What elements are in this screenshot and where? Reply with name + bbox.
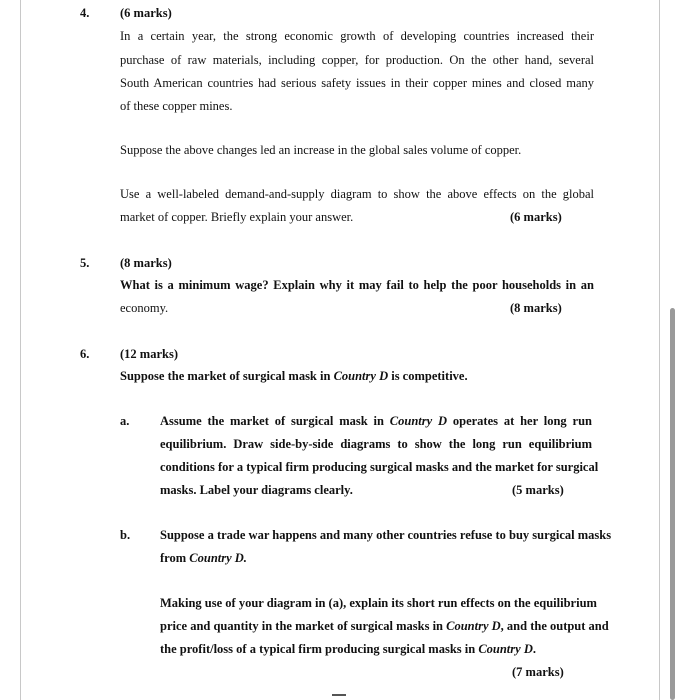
question-text-line: market of copper. Briefly explain your answer. xyxy=(120,210,354,224)
question-marks: (8 marks) xyxy=(120,256,172,270)
country-name: Country D xyxy=(333,369,389,383)
intro-text: is competitive. xyxy=(388,369,468,383)
subpart-text-line: masks. Label your diagrams clearly. xyxy=(160,483,353,497)
subpart-text-line: conditions for a typical firm producing surgical masks and the market for surgical xyxy=(160,460,599,474)
subpart-text-line xyxy=(160,414,592,429)
subpart-label-b: b. xyxy=(120,528,131,542)
question-number: 5. xyxy=(80,256,90,270)
country-name: Country D xyxy=(478,642,533,656)
question-text-line xyxy=(120,369,468,384)
subpart-text-line: Making use of your diagram in (a), explain its short run effects on the equilibrium xyxy=(160,596,597,610)
page-right-edge xyxy=(659,0,660,700)
subpart-text-line xyxy=(160,619,609,634)
scrollbar-thumb[interactable] xyxy=(670,308,675,700)
question-marks: (12 marks) xyxy=(120,347,178,361)
subpart-text-line xyxy=(160,551,247,566)
question-text-line: Suppose the above changes led an increase in the global sales volume of copper. xyxy=(120,143,522,157)
text-span: Assume the market of surgical mask in xyxy=(160,414,390,428)
marks-label: (8 marks) xyxy=(510,301,562,315)
text-span: operates at her long run xyxy=(447,414,592,428)
question-text-line: In a certain year, the strong economic growth of developing countries increased their xyxy=(120,29,594,43)
text-span: the profit/loss of a typical firm producing surgical masks in xyxy=(160,642,479,656)
country-name: Country D. xyxy=(189,551,247,565)
subpart-text-line: Suppose a trade war happens and many other countries refuse to buy surgical masks xyxy=(160,528,612,542)
text-cursor-mark xyxy=(332,694,346,696)
marks-label: (5 marks) xyxy=(512,483,564,497)
text-span: , and the output and xyxy=(500,619,609,633)
text-span: price and quantity in the market of surgical masks in xyxy=(160,619,447,633)
text-span: . xyxy=(532,642,536,656)
question-text-line: economy. xyxy=(120,301,169,315)
question-text-line: South American countries had serious safety issues in their copper mines and closed many xyxy=(120,76,594,90)
marks-label: (7 marks) xyxy=(512,665,564,679)
question-text-line: of these copper mines. xyxy=(120,99,233,113)
page-left-edge xyxy=(20,0,21,700)
text-span: from xyxy=(160,551,190,565)
subpart-text-line xyxy=(160,642,536,657)
question-number: 6. xyxy=(80,347,90,361)
intro-text: Suppose the market of surgical mask in xyxy=(120,369,334,383)
subpart-label-a: a. xyxy=(120,414,130,428)
marks-label: (6 marks) xyxy=(510,210,562,224)
question-text-line: purchase of raw materials, including copper, for production. On the other hand, several xyxy=(120,53,594,67)
question-number: 4. xyxy=(80,6,90,20)
question-marks: (6 marks) xyxy=(120,6,172,20)
country-name: Country D xyxy=(446,619,501,633)
subpart-text-line: equilibrium. Draw side-by-side diagrams to show the long run equilibrium xyxy=(160,437,592,451)
question-text-line: What is a minimum wage? Explain why it may fail to help the poor households in an xyxy=(120,278,594,292)
question-text-line: Use a well-labeled demand-and-supply diagram to show the above effects on the global xyxy=(120,187,594,201)
country-name: Country D xyxy=(389,414,448,428)
